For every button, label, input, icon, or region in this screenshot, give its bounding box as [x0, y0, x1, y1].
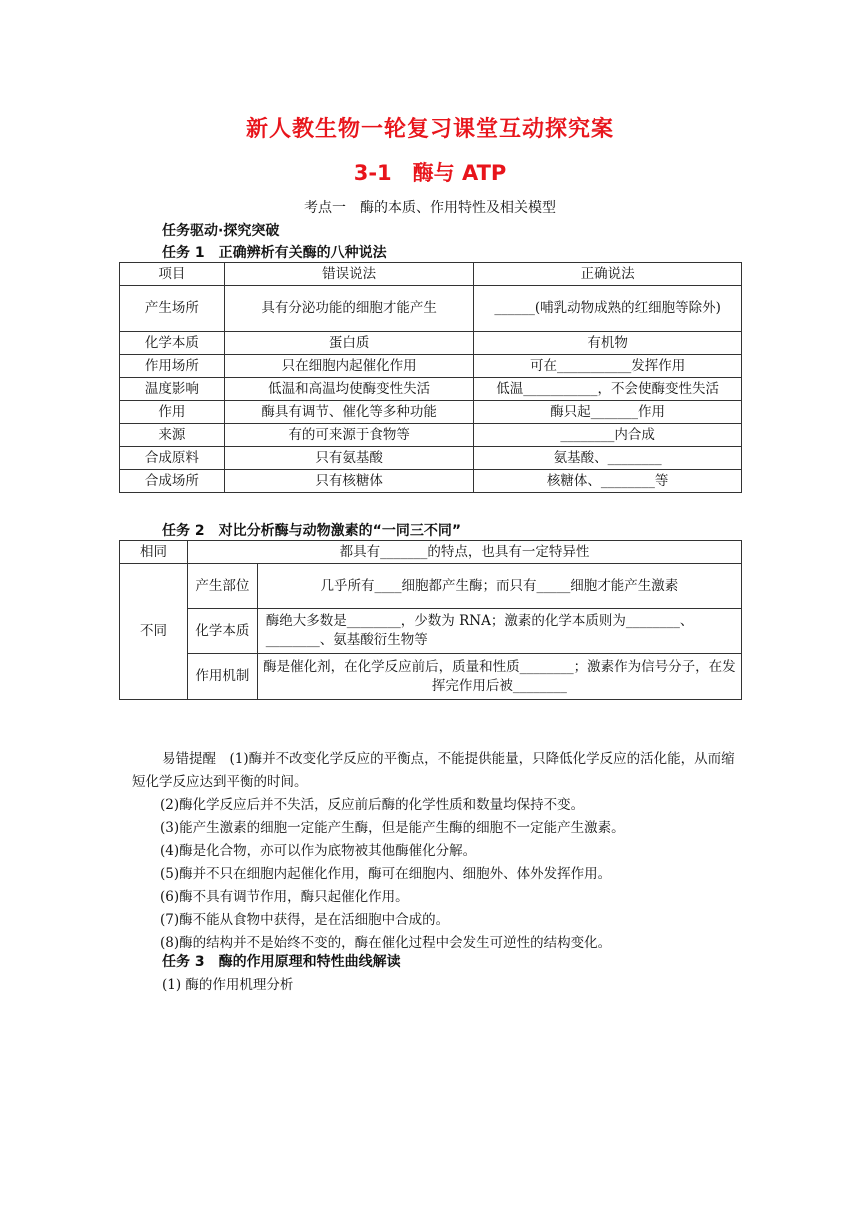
note-item: (4)酶是化合物，亦可以作为底物被其他酶催化分解。: [160, 843, 477, 859]
table-cell: 酶是催化剂，在化学反应前后，质量和性质________；激素作为信号分子，在发挥完作用后被________: [257, 654, 741, 700]
table-cell: 酶具有调节、催化等多种功能: [224, 401, 474, 424]
table-cell: 氨基酸、________: [474, 447, 742, 470]
note-item: (7)酶不能从食物中获得，是在活细胞中合成的。: [160, 912, 450, 928]
task2-heading: 任务 2 对比分析酶与动物激素的“一同三不同”: [162, 523, 462, 539]
table-row: [120, 564, 742, 609]
table-cell: 作用: [120, 401, 225, 424]
row-label-cell: 化学本质: [187, 609, 257, 654]
table-cell: 几乎所有____细胞都产生酶；而只有_____细胞才能产生激素: [257, 564, 741, 609]
table-cell: 合成场所: [120, 470, 225, 493]
table-cell: 只有核糖体: [224, 470, 474, 493]
note-item: (3)能产生激素的细胞一定能产生酶，但是能产生酶的细胞不一定能产生激素。: [160, 820, 625, 836]
table-cell: 酶只起_______作用: [474, 401, 742, 424]
table-cell: 产生场所: [120, 286, 225, 332]
table-row: [120, 286, 742, 332]
table-cell: 化学本质: [120, 332, 225, 355]
table-cell: 蛋白质: [224, 332, 474, 355]
table-row: [120, 470, 742, 493]
table-cell: 低温___________，不会使酶变性失活: [474, 378, 742, 401]
task1-heading: 任务 1 正确辨析有关酶的八种说法: [162, 245, 387, 261]
table-cell: 有的可来源于食物等: [224, 424, 474, 447]
table-cell: 具有分泌功能的细胞才能产生: [224, 286, 474, 332]
section-heading: 考点一 酶的本质、作用特性及相关模型: [304, 200, 556, 216]
row-label-cell: 作用机制: [187, 654, 257, 700]
document-title: 新人教生物一轮复习课堂互动探究案: [245, 117, 614, 142]
table-cell: 可在___________发挥作用: [474, 355, 742, 378]
table-row: [120, 332, 742, 355]
header-cell: 正确说法: [474, 263, 742, 286]
table-header-row: [120, 263, 742, 286]
task2-table: [119, 540, 742, 700]
error-reminder-notes: [132, 748, 738, 955]
table-row: [120, 355, 742, 378]
row-label-cell: 产生部位: [187, 564, 257, 609]
table-row: [120, 401, 742, 424]
note-item: (2)酶化学反应后并不失活，反应前后酶的化学性质和数量均保持不变。: [160, 797, 585, 813]
task3-heading: 任务 3 酶的作用原理和特性曲线解读: [162, 954, 401, 970]
note-item: (8)酶的结构并不是始终不变的，酶在催化过程中会发生可逆性的结构变化。: [160, 935, 612, 951]
table-cell: 酶绝大多数是________，少数为 RNA；激素的化学本质则为________、________、氨基酸衍生物等: [257, 609, 741, 654]
table-cell: 只有氨基酸: [224, 447, 474, 470]
task1-table: [119, 262, 742, 493]
lesson-title: 3-1 酶与 ATP: [353, 161, 507, 185]
table-row: [120, 378, 742, 401]
note-item: (5)酶并不只在细胞内起催化作用，酶可在细胞内、细胞外、体外发挥作用。: [160, 866, 612, 882]
table-cell: ______(哺乳动物成熟的红细胞等除外): [474, 286, 742, 332]
table-cell: 来源: [120, 424, 225, 447]
table-row: [120, 424, 742, 447]
table-cell: 合成原料: [120, 447, 225, 470]
table-cell: 只在细胞内起催化作用: [224, 355, 474, 378]
task-drive-heading: 任务驱动·探究突破: [162, 223, 280, 239]
table-row: [120, 447, 742, 470]
same-label-cell: 相同: [120, 541, 188, 564]
table-cell: 核糖体、________等: [474, 470, 742, 493]
table-cell: 作用场所: [120, 355, 225, 378]
note-item: (6)酶不具有调节作用，酶只起催化作用。: [160, 889, 409, 905]
diff-label-cell: 不同: [120, 564, 188, 700]
table-cell: ________内合成: [474, 424, 742, 447]
table-row: [120, 609, 742, 654]
header-cell: 错误说法: [224, 263, 474, 286]
table-cell: 低温和高温均使酶变性失活: [224, 378, 474, 401]
same-text-cell: 都具有_______的特点，也具有一定特异性: [187, 541, 741, 564]
task3-subheading: (1) 酶的作用机理分析: [162, 977, 294, 993]
table-row: [120, 654, 742, 700]
table-row: [120, 541, 742, 564]
table-cell: 有机物: [474, 332, 742, 355]
table-cell: 温度影响: [120, 378, 225, 401]
note-item: 易错提醒 (1)酶并不改变化学反应的平衡点，不能提供能量，只降低化学反应的活化能，从而缩短化学反应达到平衡的时间。: [132, 751, 735, 790]
header-cell: 项目: [120, 263, 225, 286]
